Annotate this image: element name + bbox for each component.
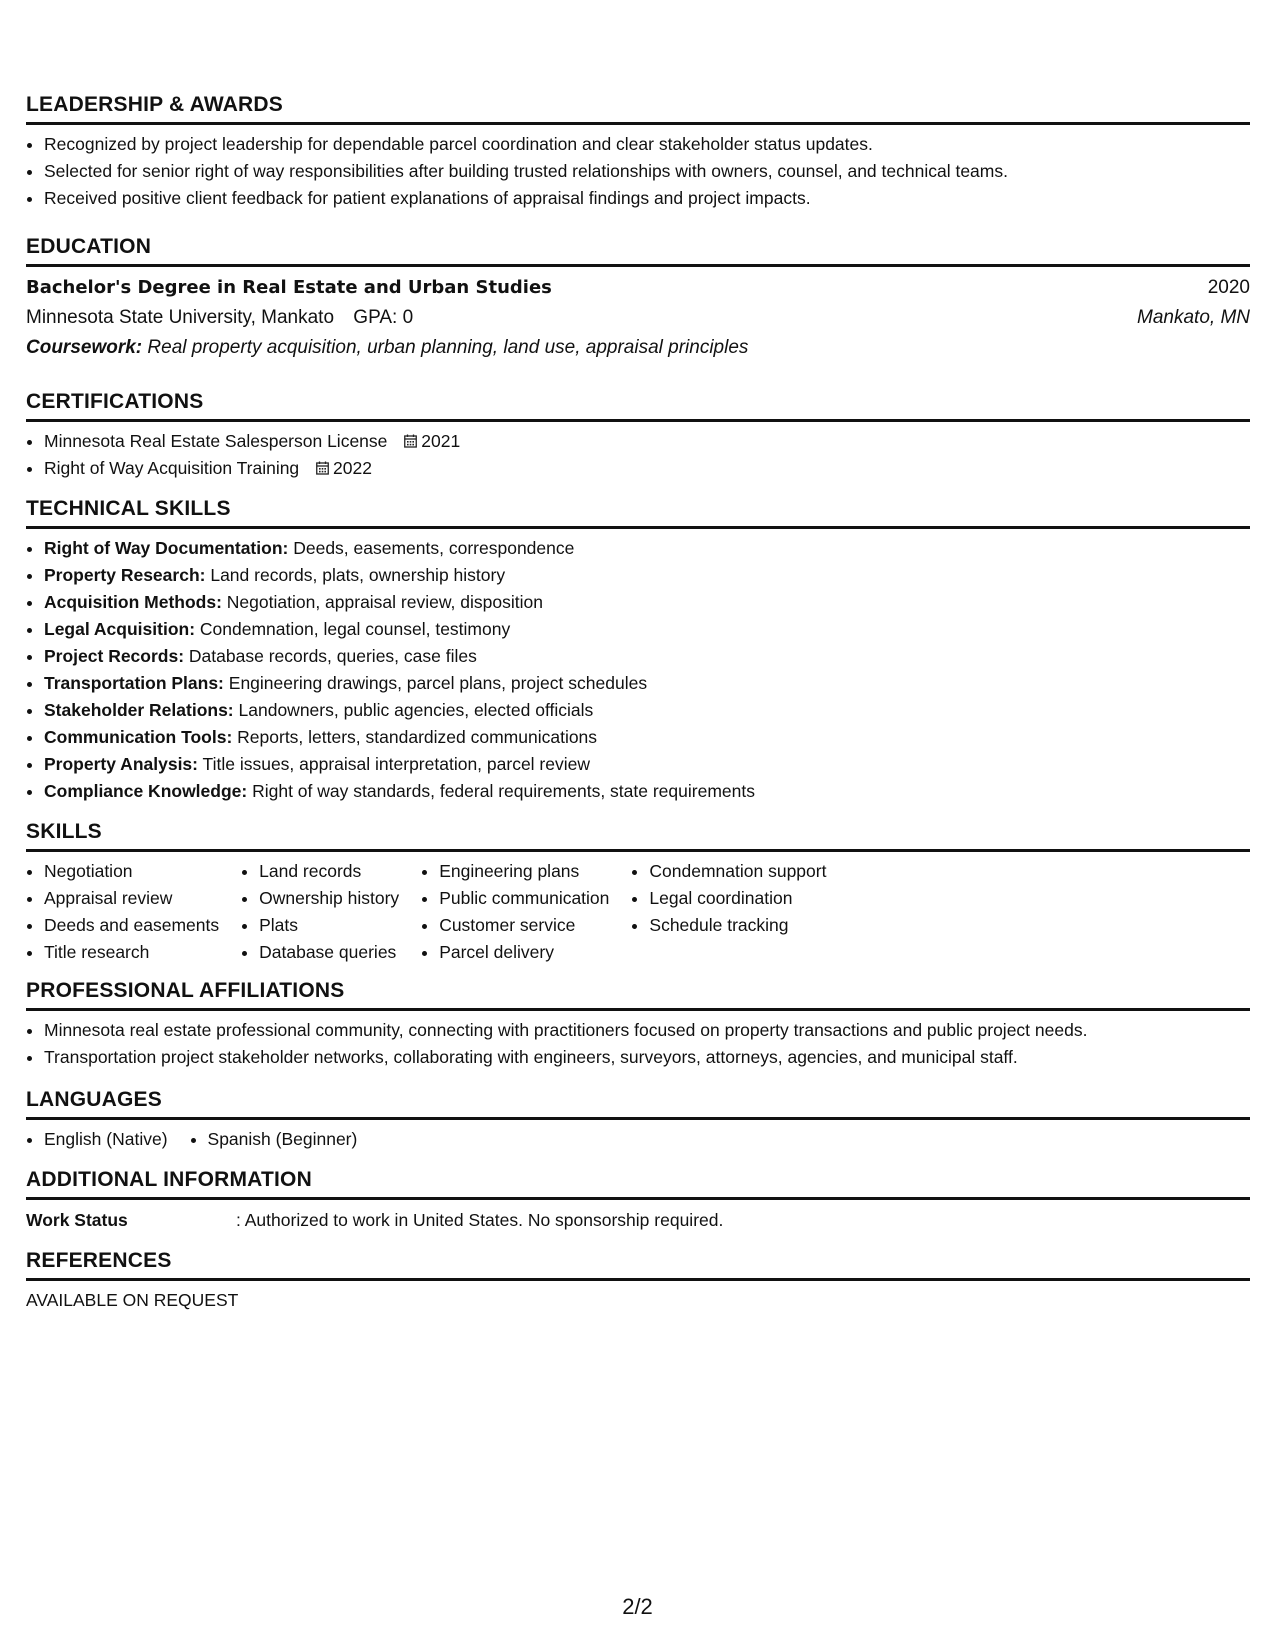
gpa: GPA: 0: [353, 307, 414, 328]
technical-skills-section: [26, 496, 1250, 805]
education-section: [26, 234, 1250, 363]
leadership-list: [26, 131, 1250, 212]
certification-item: [44, 455, 1250, 482]
certification-year: 2022: [333, 458, 372, 478]
additional-info-section: [26, 1167, 1250, 1234]
skill-value: Condemnation, legal counsel, testimony: [199, 619, 511, 639]
skills-column: [241, 858, 399, 966]
technical-skill-item: [44, 589, 1250, 616]
education-coursework-row: [26, 333, 1250, 363]
skill-label: Stakeholder Relations:: [44, 700, 234, 720]
degree-title: Bachelor's Degree in Real Estate and Urban Studies: [26, 277, 552, 298]
certification-item: [44, 428, 1250, 455]
affiliations-list: [26, 1017, 1250, 1071]
certifications-list: [26, 428, 1250, 482]
skill-label: Compliance Knowledge:: [44, 781, 248, 801]
skill-value: Land records, plats, ownership history: [210, 565, 506, 585]
languages-row: [26, 1126, 1250, 1153]
certifications-section: [26, 389, 1250, 482]
references-text: AVAILABLE ON REQUEST: [26, 1290, 239, 1310]
certification-year: 2021: [421, 431, 461, 451]
skill-item: • Land records: [259, 858, 399, 885]
skill-label: Communication Tools:: [44, 727, 233, 747]
school-name: Minnesota State University, Mankato: [26, 307, 335, 328]
skill-item: • Parcel delivery: [439, 939, 609, 966]
technical-skill-item: [44, 535, 1250, 562]
section-title-additional-info: ADDITIONAL INFORMATION: [26, 1168, 312, 1191]
section-title-certifications: CERTIFICATIONS: [26, 390, 204, 413]
technical-skill-item: [44, 670, 1250, 697]
technical-skill-item: [44, 724, 1250, 751]
certification-name: Right of Way Acquisition Training: [44, 458, 300, 478]
technical-skills-list: [26, 535, 1250, 805]
skill-item: • Condemnation support: [649, 858, 826, 885]
skills-grid: [26, 858, 1250, 966]
graduation-year: 2020: [1207, 277, 1250, 298]
skill-item: • Appraisal review: [44, 885, 219, 912]
section-divider: [26, 1117, 1250, 1120]
section-title-skills: SKILLS: [26, 820, 102, 843]
language-list: [190, 1126, 358, 1153]
list-item: • Recognized by project leadership for dependable parcel coordination and clear stakeholder status updates.: [44, 131, 1250, 158]
technical-skill-item: [44, 616, 1250, 643]
skill-label: Property Research:: [44, 565, 206, 585]
certification-name: Minnesota Real Estate Salesperson License: [44, 431, 388, 451]
skill-item: • Customer service: [439, 912, 609, 939]
skill-item: • Schedule tracking: [649, 912, 826, 939]
skill-value: Title issues, appraisal interpretation, parcel review: [202, 754, 590, 774]
calendar-icon: [404, 434, 417, 448]
section-divider: [26, 1278, 1250, 1281]
technical-skill-item: [44, 778, 1250, 805]
technical-skill-item: [44, 643, 1250, 670]
section-divider: [26, 1197, 1250, 1200]
skill-item: • Negotiation: [44, 858, 219, 885]
skill-item: • Public communication: [439, 885, 609, 912]
skill-label: Acquisition Methods:: [44, 592, 222, 612]
technical-skill-item: [44, 562, 1250, 589]
language-item: • Spanish (Beginner): [208, 1126, 358, 1153]
coursework-text: Real property acquisition, urban planning, land use, appraisal principles: [147, 337, 749, 358]
skill-value: Database records, queries, case files: [188, 646, 477, 666]
section-divider: [26, 1008, 1250, 1011]
leadership-section: [26, 92, 1250, 212]
education-degree-row: [26, 273, 1250, 303]
skill-value: Deeds, easements, correspondence: [293, 538, 575, 558]
skill-value: Engineering drawings, parcel plans, project schedules: [228, 673, 648, 693]
affiliations-section: [26, 978, 1250, 1071]
work-status-label: Work Status: [26, 1210, 128, 1230]
skill-label: Transportation Plans:: [44, 673, 224, 693]
section-title-technical-skills: TECHNICAL SKILLS: [26, 497, 231, 520]
education-school-row: [26, 303, 1250, 333]
skill-item: • Legal coordination: [649, 885, 826, 912]
work-status-row: [26, 1206, 1250, 1234]
section-divider: [26, 264, 1250, 267]
references-section: [26, 1248, 1250, 1313]
skill-item: • Engineering plans: [439, 858, 609, 885]
calendar-icon: [316, 461, 329, 475]
section-title-education: EDUCATION: [26, 235, 152, 258]
language-item: • English (Native): [44, 1126, 168, 1153]
skills-column: [631, 858, 826, 966]
section-divider: [26, 419, 1250, 422]
skill-label: Right of Way Documentation:: [44, 538, 289, 558]
work-status-value: : Authorized to work in United States. No sponsorship required.: [236, 1210, 724, 1230]
skill-value: Reports, letters, standardized communications: [237, 727, 598, 747]
page-number: 2/2: [622, 1594, 653, 1619]
list-item: • Received positive client feedback for patient explanations of appraisal findings and project impacts.: [44, 185, 1250, 212]
technical-skill-item: [44, 697, 1250, 724]
skill-value: Right of way standards, federal requirements, state requirements: [252, 781, 755, 801]
section-divider: [26, 849, 1250, 852]
section-title-affiliations: PROFESSIONAL AFFILIATIONS: [26, 979, 345, 1002]
skill-item: • Ownership history: [259, 885, 399, 912]
skills-column: [26, 858, 219, 966]
languages-section: [26, 1087, 1250, 1153]
section-divider: [26, 122, 1250, 125]
section-divider: [26, 526, 1250, 529]
resume-page: [26, 92, 1250, 1325]
skills-column: [421, 858, 609, 966]
skill-label: Project Records:: [44, 646, 185, 666]
skill-item: • Plats: [259, 912, 399, 939]
section-title-references: REFERENCES: [26, 1249, 172, 1272]
skill-item: • Database queries: [259, 939, 399, 966]
section-title-leadership: LEADERSHIP & AWARDS: [26, 93, 283, 116]
coursework-label: Coursework:: [26, 337, 143, 358]
skill-item: • Title research: [44, 939, 219, 966]
list-item: • Selected for senior right of way responsibilities after building trusted relationships with owners, counsel, and technical teams.: [44, 158, 1250, 185]
language-list: [26, 1126, 168, 1153]
section-title-languages: LANGUAGES: [26, 1088, 162, 1111]
skill-value: Negotiation, appraisal review, disposition: [226, 592, 543, 612]
technical-skill-item: [44, 751, 1250, 778]
skill-item: • Deeds and easements: [44, 912, 219, 939]
list-item: • Minnesota real estate professional community, connecting with practitioners focused on property transactions and public project needs.: [44, 1017, 1250, 1044]
skill-label: Property Analysis:: [44, 754, 198, 774]
skills-section: [26, 819, 1250, 966]
skill-label: Legal Acquisition:: [44, 619, 196, 639]
school-location: Mankato, MN: [1137, 307, 1250, 328]
skill-value: Landowners, public agencies, elected officials: [238, 700, 594, 720]
list-item: • Transportation project stakeholder networks, collaborating with engineers, surveyors, attorneys, agencies, and municipal staff.: [44, 1044, 1250, 1071]
